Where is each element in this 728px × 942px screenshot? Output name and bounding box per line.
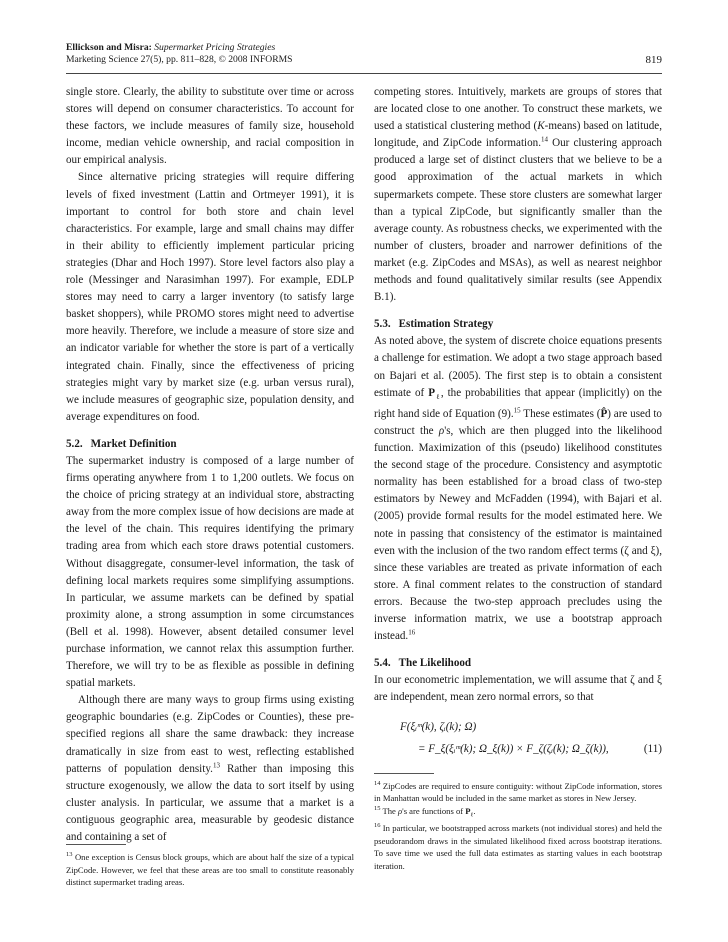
footnote-ref: 16 [408, 628, 416, 637]
footnote-rule [374, 773, 434, 774]
text-run: These estimates ( [520, 407, 601, 420]
equation-11 [374, 719, 662, 765]
equation-line: F(ξᵢᵐ(k), ζᵢ(k); Ω) [400, 720, 477, 733]
text-run: 's, which are then plugged into the likelihood function. Maximization of this (pseudo) likelihood constitutes the second stage of the procedure. Consistency and asymptotic normality has been established for a broad class of two-step estimators by Newey and McFadden (1994), with Bajari et al. (2005) provide formal results for the model estimated here. We note in passing that consistency of the estimator is maintained even with the inclusion of the two random effect terms (ζ and ξ), since these variables are treated as private information of each store. A final comment relates to the construction of standard errors. Because the two-step approach precludes using the inverse information matrix, we use a bootstrap approach instead. [374, 425, 663, 643]
footnote-text: The [382, 805, 399, 816]
header-rule [66, 73, 662, 74]
text-run: As noted above, the system of discrete choice equations presents a challenge for estimation. We adopt a two stage approach based on Bajari et al. (2005). The first step is to obtain a consistent estimate of [374, 335, 662, 399]
paragraph: Since alternative pricing strategies will require differing levels of fixed investment (Lattin and Ortmeyer 1991), it is important to control for both store and chain level characteristics. For example, large and small chains may differ in their ability to efficiently implement particular pricing strategies (Dhar and Hoch 1997). Store level factors also play a role (Messinger and Narasimhan 1997). For example, EDLP stores may need to carry a larger inventory (to satisfy large basket shoppers), while PROMO stores might need to advertise more heavily. Therefore, we include a measure of store size and an indicator variable for whether the store is part of a vertically integrated chain. Finally, since the effectiveness of pricing strategies might vary by market size (e.g. urban versus rural), we include measures of geographic size, population density, and average expenditures on food. [66, 171, 354, 423]
left-footnotes [66, 838, 354, 892]
header-line [66, 42, 662, 54]
section-number: 5.4. [374, 657, 391, 670]
footnote-ref: 13 [212, 760, 220, 769]
paragraph [374, 333, 662, 645]
math-subscript: ℓ [470, 812, 474, 819]
footnote-text: ZipCodes are required to ensure contiguity: without ZipCode information, stores in Manhattan would be included in the same market as stores in New Jersey. [374, 780, 662, 804]
section-heading-5-4 [374, 655, 662, 672]
math-var: ρ [398, 805, 403, 816]
text-run: Although there are many ways to group firms using existing geographic boundaries (e.g. ZipCodes or Counties), these pre-specified regions all share the same drawback: they increase dramatically in size from east to west, reflecting established patterns of population density. [66, 694, 354, 775]
footnote-text: 's are functions of [402, 805, 466, 816]
equation-number: (11) [643, 742, 662, 755]
section-title: Market Definition [90, 437, 177, 450]
math-subscript: ℓ [435, 392, 441, 401]
math-bold: P [428, 386, 435, 399]
text-run: -means) based on latitude, longitude, and ZipCode information. [374, 120, 662, 150]
header-authors: Ellickson and Misra: [66, 42, 152, 53]
paragraph [374, 84, 662, 306]
math-var: ρ [438, 425, 445, 437]
section-heading-5-3 [374, 316, 662, 333]
section-title: Estimation Strategy [398, 318, 494, 331]
footnote-rule [66, 844, 126, 845]
paragraph: single store. Clearly, the ability to substitute over time or across stores will depend on consumer characteristics. To account for these factors, we include measures of family size, household income, median vehicle ownership, and racial composition in our empirical analysis. [66, 86, 354, 167]
right-column [374, 84, 662, 872]
math-var: K [537, 120, 545, 133]
text-run: Rather than imposing this structure exogenously, we allow the data to sort itself by using cluster analysis. In particular, we assume that a market is a contiguous geographic area, measurable by geodesic distance and containing a set of [66, 762, 354, 844]
paragraph: The supermarket industry is composed of a large number of firms operating anywhere from 1 to 1,200 outlets. We focus on the choice of pricing strategy at an individual store, abstracting away from the more complex issue of how decisions are made at the level of the chain. This requires identifying the primary trading area from which each store draws potential customers. Without disaggregate, consumer-level information, the task of defining local markets requires some simplifying assumptions. In particular, we assume markets can be defined by spatial proximity alone, a strong assumption in some circumstances (Bell et al. 1998). However, absent detailed consumer level purchase information, we cannot relax this assumption further. Therefore, we will try to be as flexible as possible in defining spatial markets. [66, 454, 354, 690]
footnote-13 [66, 851, 354, 889]
footnote-number: 13 [66, 851, 73, 859]
footnote-14 [374, 780, 662, 805]
text-run: competing stores. Intuitively, markets are groups of stores that are located close to one another. To construct these markets, we used a statistical clustering method ( [374, 86, 662, 133]
paragraph: In our econometric implementation, we will assume that ζ and ξ are independent, mean zero normal errors, so that [374, 674, 662, 704]
text-run: , the probabilities that appear (implicitly) on the right hand side of Equation (9). [374, 386, 662, 420]
paragraph [66, 692, 354, 846]
left-column [66, 84, 354, 846]
math-bold: P [465, 805, 471, 816]
footnote-text: In particular, we bootstrapped across markets (not individual stores) and held the pseudorandom draws in the simulated likelihood fixed across bootstrap iterations. To save time we used the full data estimates as starting values in each bootstrap iteration. [374, 823, 663, 871]
footnote-ref: 14 [541, 135, 548, 144]
equation-line: = F_ξ(ξᵢᵐ(k); Ω_ξ(k)) × F_ζ(ζᵢ(k); Ω_ζ(k)), [418, 742, 609, 755]
section-heading-5-2 [66, 436, 354, 453]
page-number: 819 [645, 54, 662, 66]
section-title: The Likelihood [398, 657, 472, 670]
math-bold: P̂ [600, 407, 608, 420]
footnote-number: 15 [374, 804, 381, 812]
footnote-number: 14 [374, 779, 381, 787]
section-number: 5.3. [374, 318, 391, 331]
footnote-number: 16 [374, 822, 381, 830]
footnote-text: One exception is Census block groups, which are about half the size of a typical ZipCode. However, we feel that these areas are too small to constitute reasonably distinct supermarket trading areas. [66, 852, 354, 888]
section-number: 5.2. [66, 437, 83, 450]
footnote-text: . [473, 805, 476, 816]
footnote-16 [374, 822, 662, 872]
text-run: ) are used to construct the [374, 407, 662, 437]
header-journal: Marketing Science 27(5), pp. 811–828, © 2008 INFORMS [66, 54, 293, 65]
text-run: Our clustering approach produced a large set of distinct clusters that we believe to be a good approximation of the actual markets in which supermarkets compete. These store clusters are somewhat larger than a typical ZipCode, but significantly smaller than the average county. As robustness checks, we experimented with the number of clusters, broader and narrower definitions of the market (e.g. ZipCodes and MSAs), as well as nearest neighbor methods and found qualitatively similar results (see Appendix B.1). [374, 137, 662, 304]
running-header [66, 42, 662, 66]
footnote-ref: 15 [513, 406, 521, 415]
footnote-15 [374, 805, 662, 822]
header-title: Supermarket Pricing Strategies [154, 42, 276, 53]
